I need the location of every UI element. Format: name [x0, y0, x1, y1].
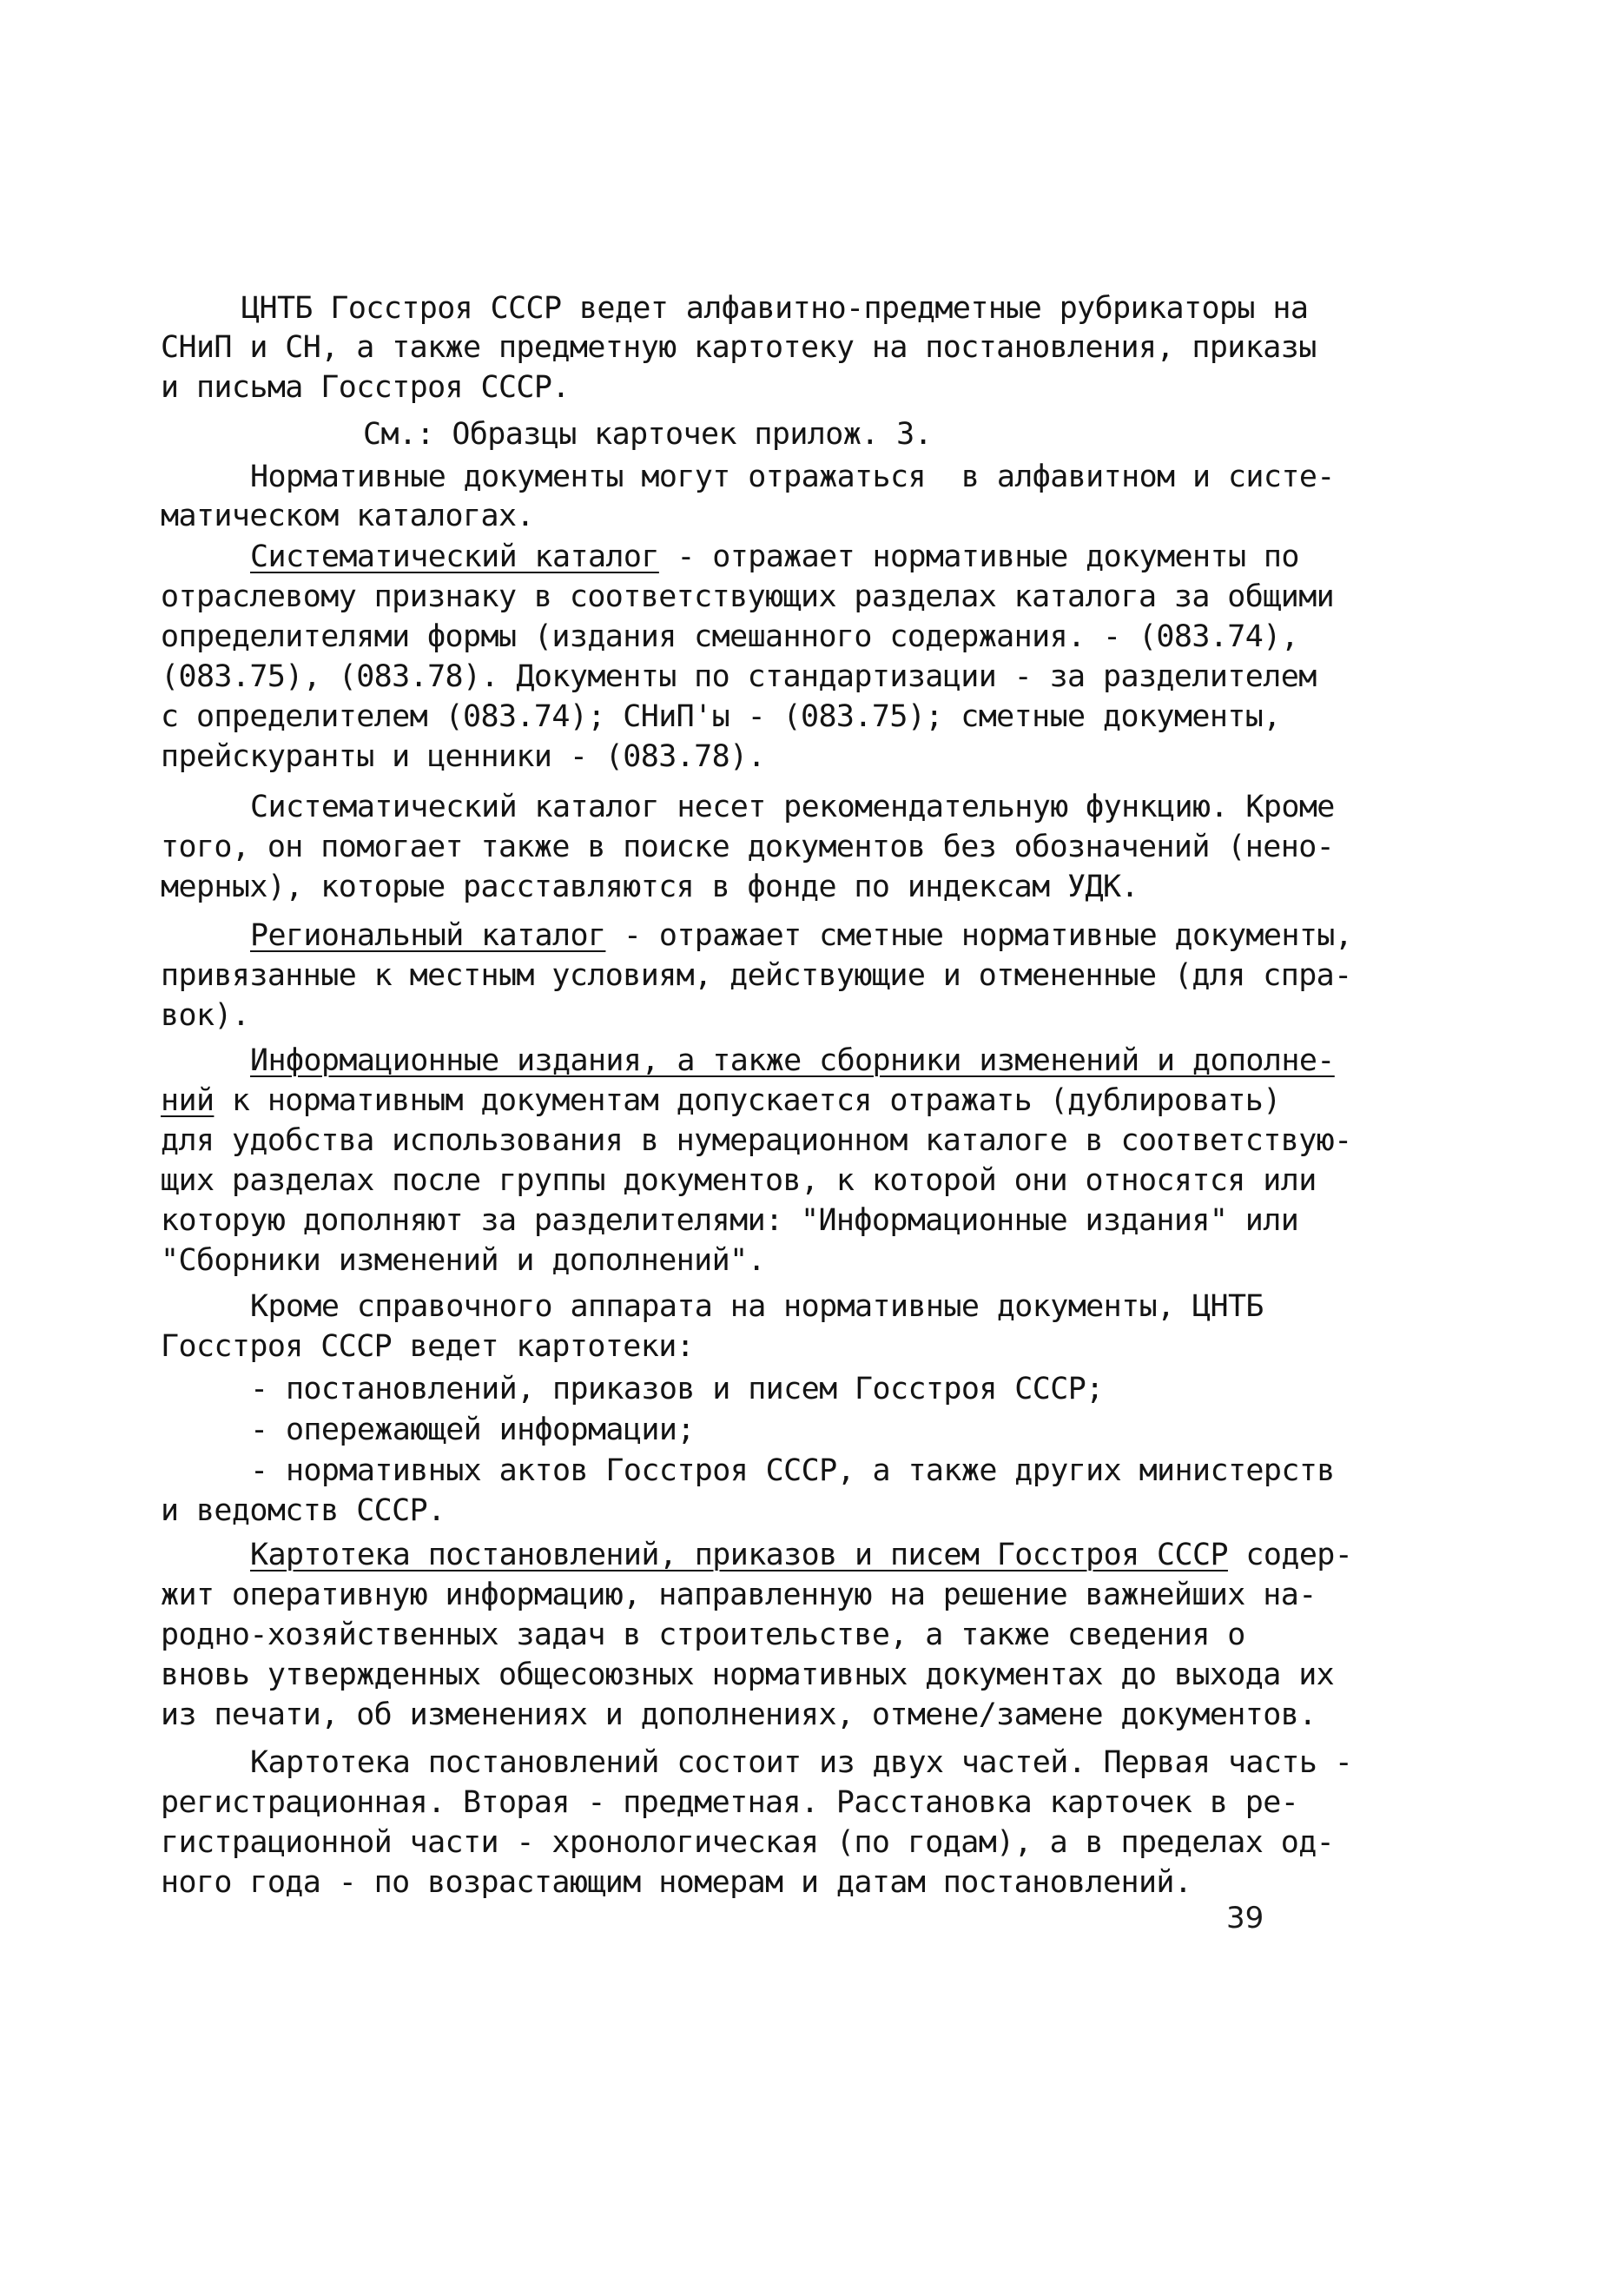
- information-publications-term: Информационные издания, а также сборники изменений и дополне-: [250, 1043, 1335, 1078]
- systematic-catalog-term: Систематический каталог: [250, 539, 659, 574]
- paragraph-5-line-1: [250, 916, 1352, 955]
- paragraph-2-line-2: матическом каталогах.: [161, 499, 534, 533]
- paragraph-6-line-2: [161, 1082, 1281, 1120]
- paragraph-8-line-3: родно-хозяйственных задач в строительстве, а также сведения о: [161, 1618, 1245, 1652]
- paragraph-6-line-5: которую дополняют за разделителями: "Информационные издания" или: [161, 1203, 1299, 1238]
- paragraph-3-line-1-text: - отражает нормативные документы по: [658, 539, 1299, 574]
- paragraph-9-line-3: гистрационной части - хронологическая (по годам), а в пределах од-: [161, 1825, 1335, 1860]
- paragraph-6-line-1: [250, 1042, 1335, 1080]
- paragraph-1-line-2: СНиП и СН, а также предметную картотеку на постановления, приказы: [161, 330, 1317, 365]
- paragraph-6-line-3: для удобства использования в нумерационном каталоге в соответствую-: [161, 1123, 1352, 1158]
- paragraph-3-line-2: отраслевому признаку в соответствующих разделах каталога за общими: [161, 579, 1335, 614]
- paragraph-8-line-1: [250, 1536, 1352, 1574]
- paragraph-6-line-6: "Сборники изменений и дополнений".: [161, 1243, 766, 1278]
- paragraph-1-line-3: и письма Госстроя СССР.: [161, 370, 570, 405]
- paragraph-7-line-1: Кроме справочного аппарата на нормативные документы, ЦНТБ: [250, 1289, 1264, 1324]
- paragraph-3-line-4: (083.75), (083.78). Документы по стандартизации - за разделителем: [161, 659, 1317, 694]
- paragraph-3-line-5: с определителем (083.74); СНиП'ы - (083.75); сметные документы,: [161, 699, 1281, 734]
- paragraph-8-line-5: из печати, об изменениях и дополнениях, отмене/замене документов.: [161, 1697, 1317, 1732]
- paragraph-4-line-1: Систематический каталог несет рекомендательную функцию. Кроме: [250, 790, 1335, 824]
- paragraph-5-line-3: вок).: [161, 998, 250, 1033]
- list-item-3: - нормативных актов Госстроя СССР, а также других министерств: [250, 1453, 1335, 1488]
- paragraph-8-line-4: вновь утвержденных общесоюзных нормативных документах до выхода их: [161, 1657, 1335, 1692]
- paragraph-4-line-3: мерных), которые расставляются в фонде по индексам УДК.: [161, 870, 1139, 904]
- appendix-reference: См.: Образцы карточек прилож. 3.: [363, 417, 933, 452]
- resolutions-card-index-term: Картотека постановлений, приказов и писем Госстроя СССР: [250, 1538, 1228, 1572]
- paragraph-8-line-1-text: содер-: [1227, 1538, 1353, 1572]
- paragraph-6-line-4: щих разделах после группы документов, к которой они относятся или: [161, 1163, 1317, 1198]
- paragraph-6-line-2-text: к нормативным документам допускается отражать (дублировать): [214, 1083, 1281, 1118]
- paragraph-2-line-1: Нормативные документы могут отражаться в алфавитном и систе-: [250, 460, 1335, 494]
- regional-catalog-term: Региональный каталог: [250, 918, 606, 953]
- page-number: 39: [1226, 1901, 1264, 1935]
- list-item-3-continuation: и ведомств СССР.: [161, 1493, 446, 1528]
- paragraph-5-line-2: привязанные к местным условиям, действующие и отмененные (для спра-: [161, 958, 1352, 993]
- list-item-2: - опережающей информации;: [250, 1413, 695, 1447]
- paragraph-4-line-2: того, он помогает также в поиске документов без обозначений (нено-: [161, 830, 1335, 864]
- paragraph-3-line-3: определителями формы (издания смешанного содержания. - (083.74),: [161, 619, 1299, 654]
- paragraph-8-line-2: жит оперативную информацию, направленную на решение важнейших на-: [161, 1578, 1317, 1612]
- paragraph-7-line-2: Госстроя СССР ведет картотеки:: [161, 1329, 695, 1364]
- paragraph-9-line-2: регистрационная. Вторая - предметная. Расстановка карточек в ре-: [161, 1785, 1299, 1820]
- paragraph-3-line-6: прейскуранты и ценники - (083.78).: [161, 739, 766, 774]
- list-item-1: - постановлений, приказов и писем Госстроя СССР;: [250, 1372, 1104, 1406]
- information-publications-term-end: ний: [161, 1083, 215, 1118]
- paragraph-9-line-4: ного года - по возрастающим номерам и датам постановлений.: [161, 1865, 1192, 1900]
- paragraph-5-line-1-text: - отражает сметные нормативные документы,: [605, 918, 1353, 953]
- paragraph-9-line-1: Картотека постановлений состоит из двух частей. Первая часть -: [250, 1745, 1353, 1780]
- paragraph-1-line-1: ЦНТБ Госстроя СССР ведет алфавитно-предметные рубрикаторы на: [241, 291, 1309, 326]
- paragraph-3-line-1: [250, 538, 1299, 576]
